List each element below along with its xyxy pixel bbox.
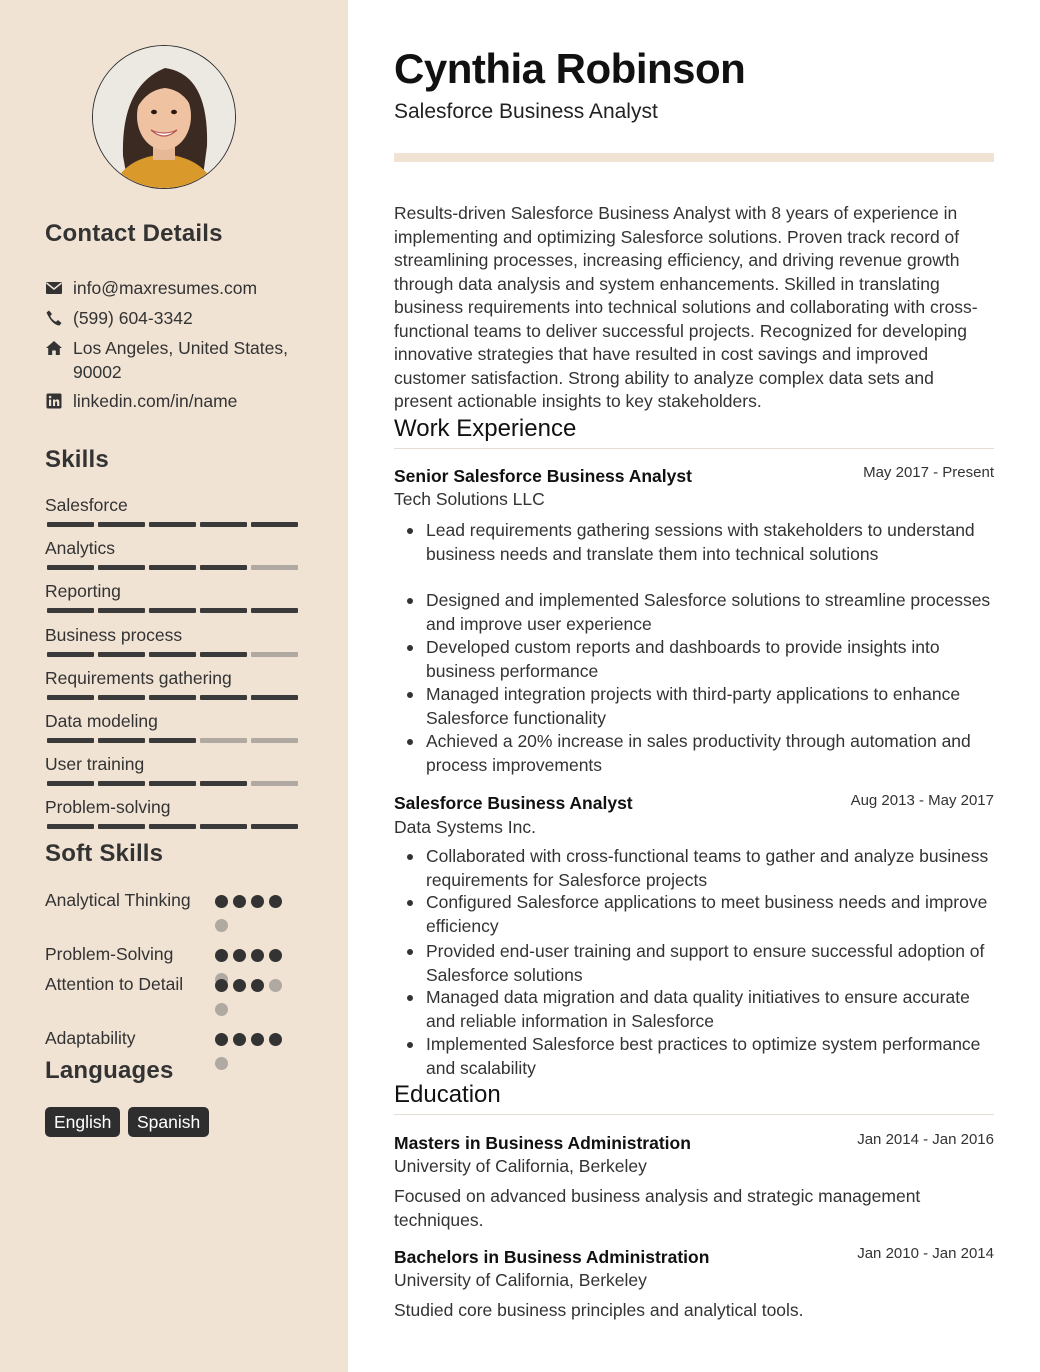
skill-item xyxy=(45,796,305,832)
degree-description: Studied core business principles and analytical tools. xyxy=(394,1300,804,1320)
profile-summary: Results-driven Salesforce Business Analyst with 8 years of experience in implementing and optimizing Salesforce solutions. Proven track record of streamlining processes, increasing efficiency, and driving revenue growth through data analysis and system enhancements. Skilled in translating business requirements into technical solutions and collaborating with cross-functional teams to deliver successful projects. Recognized for developing innovative strategies that have resulted in cost savings and improved customer satisfaction. Strong ability to analyze complex data sets and present actionable insights to key stakeholders. xyxy=(394,203,978,411)
header-divider xyxy=(394,153,994,162)
degree-title: Masters in Business Administration xyxy=(394,1133,691,1153)
contact-heading: Contact Details xyxy=(45,220,223,247)
skill-level-segment xyxy=(149,652,196,657)
work-experience-heading: Work Experience xyxy=(394,414,994,449)
soft-skill-label: Problem-Solving xyxy=(45,944,174,964)
skill-level-segment xyxy=(98,652,145,657)
skill-level-bar xyxy=(47,522,298,527)
job-dates: May 2017 - Present xyxy=(863,464,994,481)
skill-level-segment xyxy=(251,824,298,829)
rating-dot xyxy=(269,979,282,992)
skill-label: Requirements gathering xyxy=(45,667,232,688)
skill-label: Reporting xyxy=(45,581,121,602)
job-title: Senior Salesforce Business Analyst xyxy=(394,466,692,486)
soft-skills-section xyxy=(45,840,315,1070)
bullet-item: Collaborated with cross-functional teams to gather and analyze business requirements for Salesforce projects xyxy=(426,845,994,892)
skill-level-segment xyxy=(47,738,94,743)
skill-level-segment xyxy=(251,695,298,700)
rating-dot xyxy=(269,895,282,908)
soft-skill-label: Adaptability xyxy=(45,1028,136,1048)
soft-skill-label: Analytical Thinking xyxy=(45,890,191,910)
skill-level-segment xyxy=(149,522,196,527)
bullet-item: Developed custom reports and dashboards to provide insights into business performance xyxy=(426,636,994,683)
soft-skill-label: Attention to Detail xyxy=(45,974,184,994)
rating-dot xyxy=(269,949,282,962)
skill-level-segment xyxy=(98,738,145,743)
skill-label: Analytics xyxy=(45,538,116,559)
linkedin-text[interactable]: linkedin.com/in/name xyxy=(73,391,238,411)
skill-level-bar xyxy=(47,781,298,786)
candidate-name: Cynthia Robinson xyxy=(394,45,746,92)
skill-level-segment xyxy=(149,608,196,613)
skill-label: User training xyxy=(45,754,145,775)
linkedin-icon xyxy=(45,392,63,410)
rating-dot xyxy=(233,895,246,908)
bullet-item: Lead requirements gathering sessions with stakeholders to understand business needs and translate them into technical solutions xyxy=(426,519,994,566)
skill-level-segment xyxy=(47,695,94,700)
skill-level-segment xyxy=(200,565,247,570)
skill-level-segment xyxy=(251,652,298,657)
rating-dot xyxy=(251,949,264,962)
portrait-image xyxy=(93,46,235,188)
skill-item xyxy=(45,710,305,746)
skill-label: Salesforce xyxy=(45,495,128,515)
skill-item xyxy=(45,624,305,660)
job-company: Tech Solutions LLC xyxy=(394,489,545,509)
skill-level-segment xyxy=(47,608,94,613)
skill-item xyxy=(45,580,305,616)
phone-text[interactable]: (599) 604-3342 xyxy=(73,308,193,328)
soft-skill-item xyxy=(45,972,305,1026)
rating-dot xyxy=(215,895,228,908)
skill-level-segment xyxy=(149,781,196,786)
skill-level-segment xyxy=(251,781,298,786)
address-line-1: Los Angeles, United States, xyxy=(73,338,288,358)
skill-item xyxy=(45,753,305,789)
skill-level-segment xyxy=(200,522,247,527)
skill-level-segment xyxy=(200,824,247,829)
profile-photo xyxy=(92,45,236,189)
rating-dot xyxy=(233,1033,246,1046)
school-name: University of California, Berkeley xyxy=(394,1156,647,1176)
skill-level-bar xyxy=(47,824,298,829)
degree-title: Bachelors in Business Administration xyxy=(394,1247,710,1267)
skill-label: Data modeling xyxy=(45,711,158,731)
skill-level-segment xyxy=(251,608,298,613)
language-tag: English xyxy=(45,1107,120,1137)
skill-level-segment xyxy=(47,824,94,829)
email-text[interactable]: info@maxresumes.com xyxy=(73,278,258,298)
skills-section xyxy=(45,446,315,836)
contact-section xyxy=(45,220,315,411)
contact-address xyxy=(45,336,315,384)
skill-level-segment xyxy=(149,824,196,829)
rating-dot xyxy=(215,1033,228,1046)
degree-description: Focused on advanced business analysis and strategic management techniques. xyxy=(394,1186,921,1230)
skill-level-segment xyxy=(47,781,94,786)
school-name: University of California, Berkeley xyxy=(394,1270,647,1290)
bullet-item: Implemented Salesforce best practices to optimize system performance and scalability xyxy=(426,1033,994,1080)
skill-label: Problem-solving xyxy=(45,797,171,818)
job-dates: Aug 2013 - May 2017 xyxy=(850,792,994,809)
rating-dot xyxy=(233,979,246,992)
rating-dot xyxy=(251,1033,264,1046)
languages-heading: Languages xyxy=(45,1057,174,1084)
degree-dates: Jan 2014 - Jan 2016 xyxy=(857,1131,994,1148)
skill-level-bar xyxy=(47,565,298,570)
skill-level-segment xyxy=(47,522,94,527)
skill-level-bar xyxy=(47,738,298,743)
skill-level-segment xyxy=(200,652,247,657)
skill-level-segment xyxy=(149,695,196,700)
skill-item xyxy=(45,494,305,530)
skill-level-segment xyxy=(200,695,247,700)
rating-dot xyxy=(233,949,246,962)
skill-level-segment xyxy=(47,565,94,570)
bullet-item: Achieved a 20% increase in sales productivity through automation and process improvements xyxy=(426,730,994,777)
skill-level-segment xyxy=(98,608,145,613)
envelope-icon xyxy=(45,279,63,297)
soft-skill-item xyxy=(45,1026,305,1056)
soft-skill-item xyxy=(45,888,305,942)
skill-label: Business process xyxy=(45,624,183,645)
bullet-item: Provided end-user training and support to ensure successful adoption of Salesforce solutions xyxy=(426,940,994,987)
skill-level-segment xyxy=(251,738,298,743)
skill-level-bar xyxy=(47,652,298,657)
home-icon xyxy=(45,339,63,357)
address-line-2: 90002 xyxy=(73,362,122,382)
bullet-item: Configured Salesforce applications to meet business needs and improve efficiency xyxy=(426,891,994,938)
skill-level-segment xyxy=(98,824,145,829)
skill-level-segment xyxy=(200,608,247,613)
skill-level-segment xyxy=(149,738,196,743)
skill-level-segment xyxy=(200,781,247,786)
skill-level-segment xyxy=(47,652,94,657)
bullet-item: Designed and implemented Salesforce solutions to streamline processes and improve user experience xyxy=(426,589,994,636)
skill-level-segment xyxy=(98,522,145,527)
soft-skills-heading: Soft Skills xyxy=(45,840,164,867)
skills-heading: Skills xyxy=(45,446,109,473)
candidate-title: Salesforce Business Analyst xyxy=(394,100,658,123)
soft-skill-item xyxy=(45,942,305,972)
sidebar xyxy=(0,0,348,1372)
languages-section xyxy=(45,1057,315,1147)
skill-level-bar xyxy=(47,695,298,700)
bullet-item: Managed integration projects with third-party applications to enhance Salesforce functionality xyxy=(426,683,994,730)
skill-level-bar xyxy=(47,608,298,613)
job-title: Salesforce Business Analyst xyxy=(394,793,633,813)
language-tag: Spanish xyxy=(128,1107,209,1137)
skill-level-segment xyxy=(98,781,145,786)
rating-dot xyxy=(269,1033,282,1046)
skill-level-segment xyxy=(98,695,145,700)
skill-level-segment xyxy=(98,565,145,570)
job-company: Data Systems Inc. xyxy=(394,817,536,837)
rating-dot xyxy=(215,979,228,992)
education-heading: Education xyxy=(394,1080,994,1115)
skill-item xyxy=(45,537,305,573)
bullet-item: Managed data migration and data quality initiatives to ensure accurate and reliable information in Salesforce xyxy=(426,986,994,1033)
skill-level-segment xyxy=(149,565,196,570)
rating-dot xyxy=(215,919,228,932)
rating-dot xyxy=(215,1003,228,1016)
phone-icon xyxy=(45,309,63,327)
rating-dot xyxy=(251,895,264,908)
skill-level-segment xyxy=(251,565,298,570)
skill-level-segment xyxy=(251,522,298,527)
skill-level-segment xyxy=(200,738,247,743)
skill-item xyxy=(45,667,305,703)
rating-dot xyxy=(251,979,264,992)
rating-dot xyxy=(215,949,228,962)
degree-dates: Jan 2010 - Jan 2014 xyxy=(857,1245,994,1262)
